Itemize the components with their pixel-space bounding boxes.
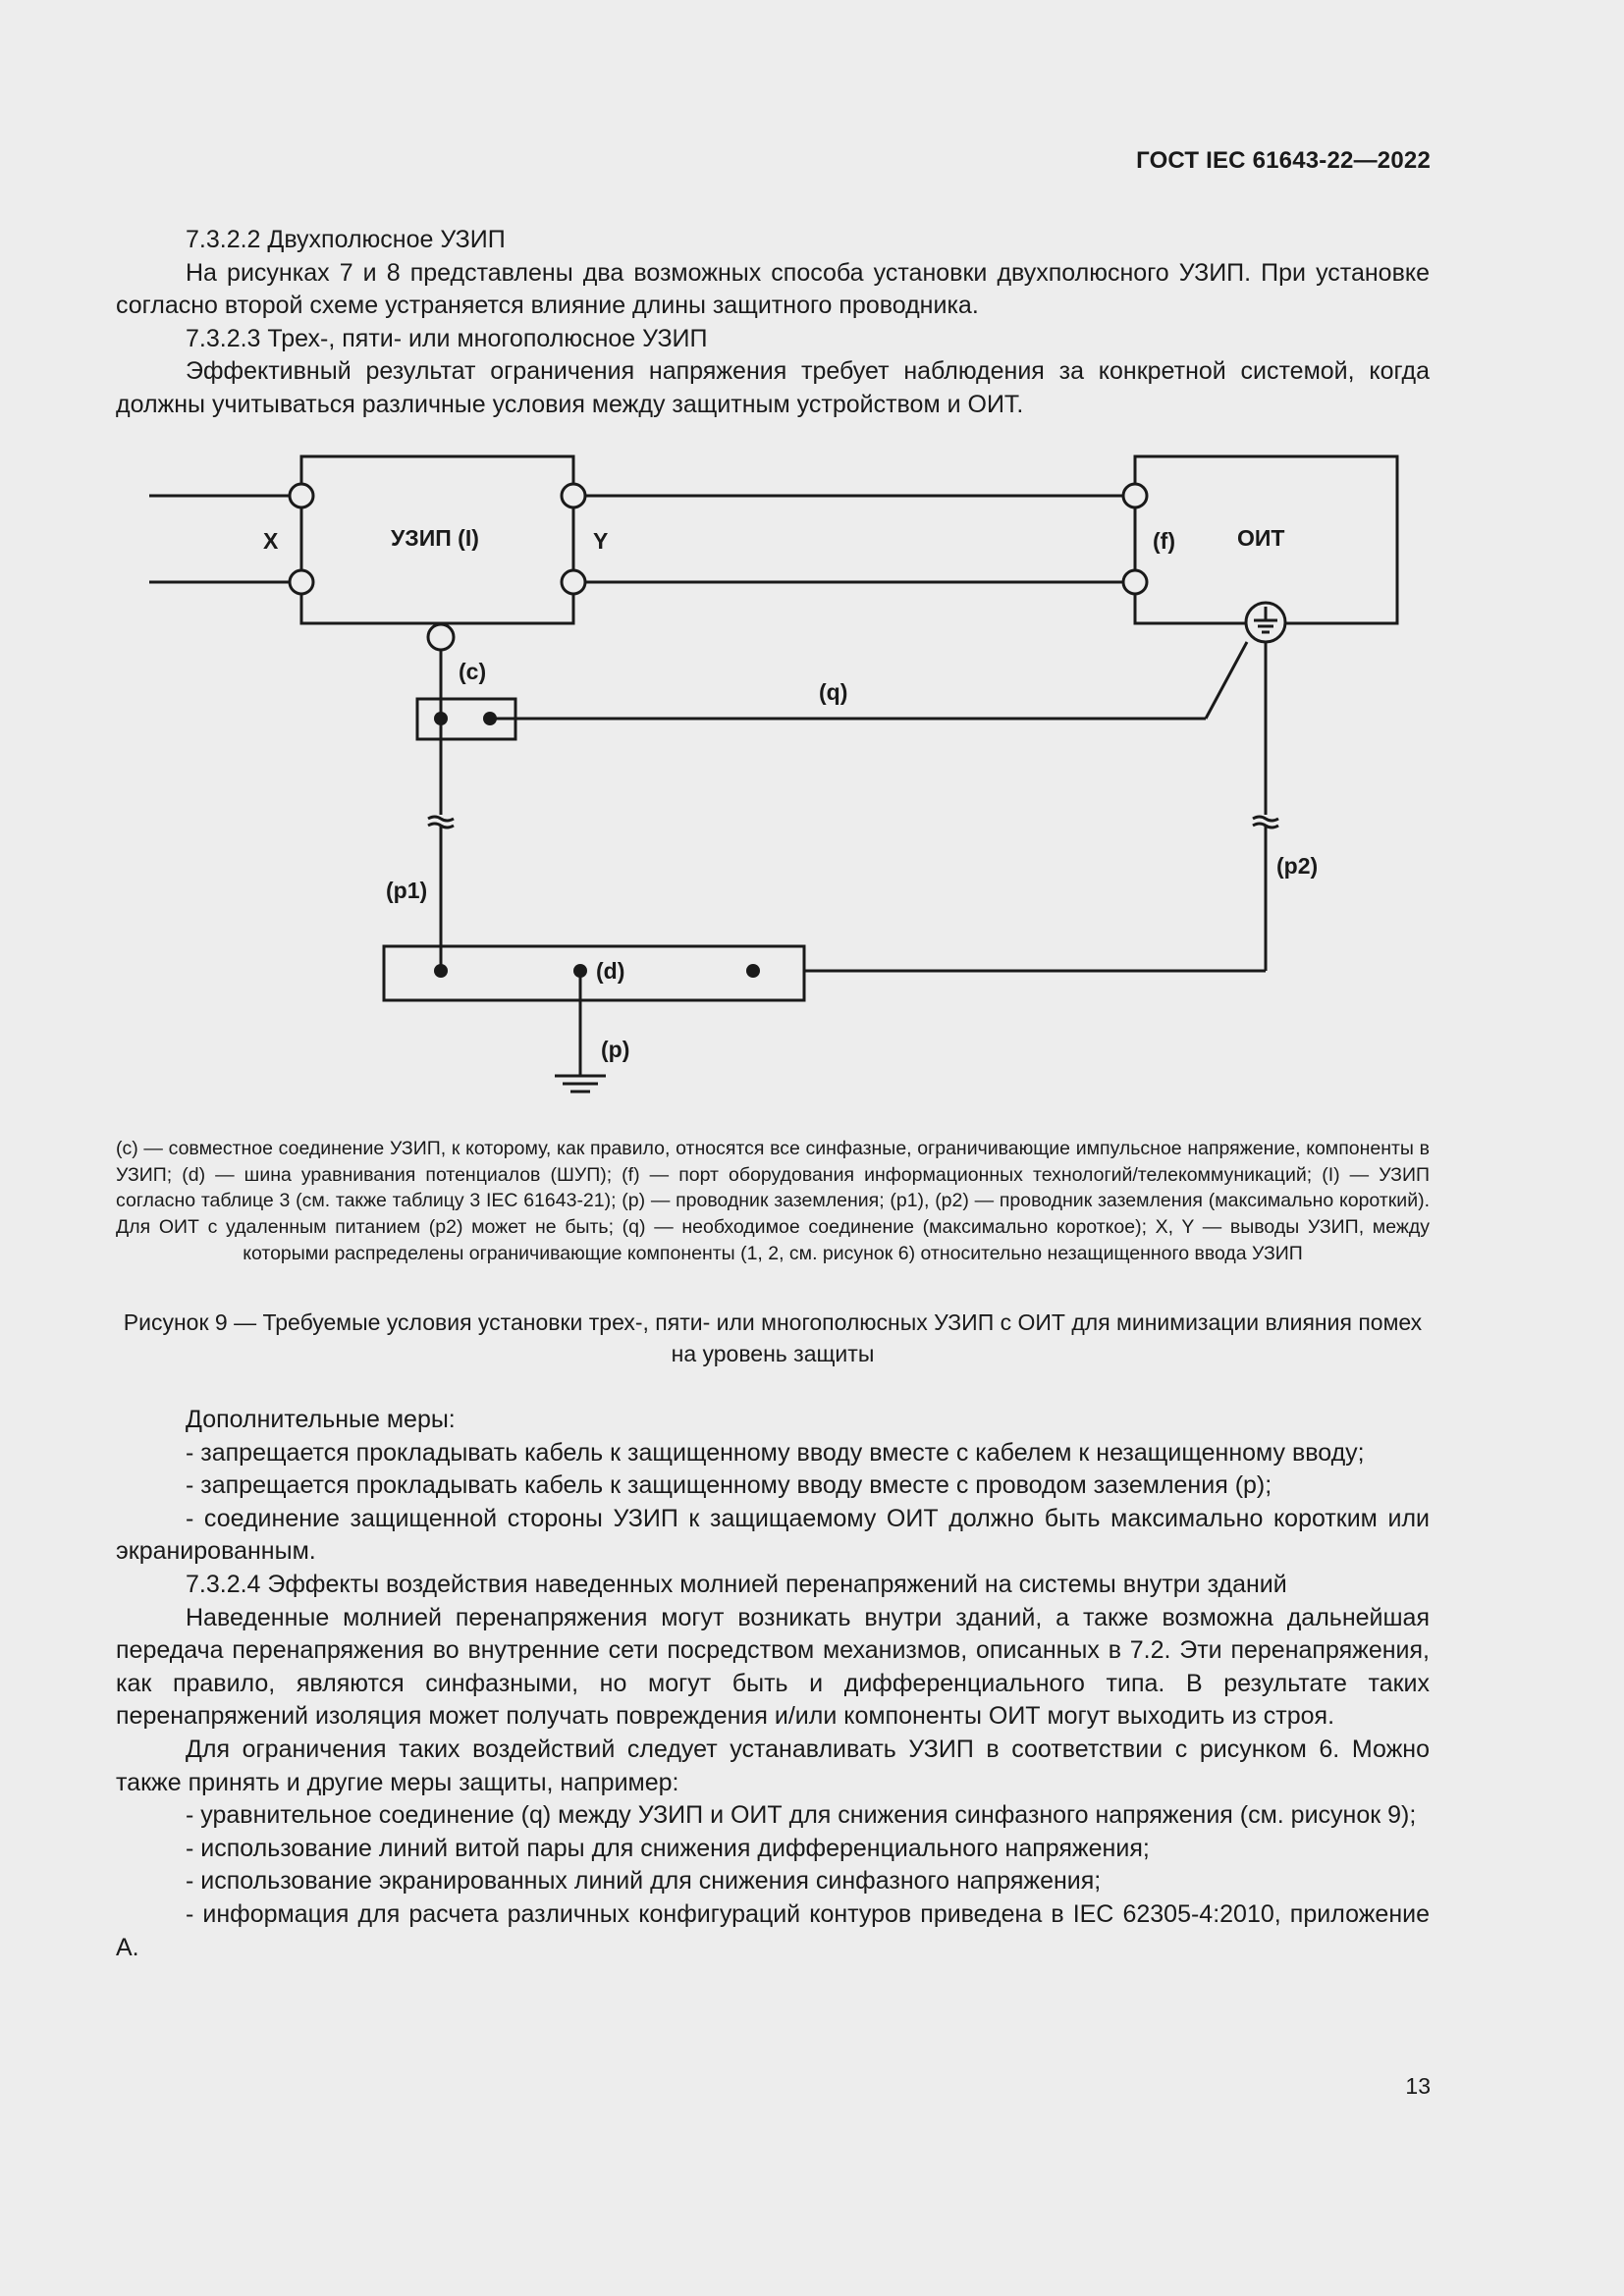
heading-7-3-2-3: 7.3.2.3 Трех-, пяти- или многополюсное УЗИП [186,324,708,352]
list-item: - соединение защищенной стороны УЗИП к защищаемому ОИТ должно быть максимально коротким или экранированным. [116,1504,1430,1566]
figure-9-diagram [137,442,1414,1109]
label-equipment: ОИТ [1237,525,1285,551]
list-item: - уравнительное соединение (q) между УЗИП и ОИТ для снижения синфазного напряжения (см. рисунок 9); [186,1801,1417,1830]
label-y: Y [593,528,609,554]
paragraph: Наведенные молнией перенапряжения могут возникать внутри зданий, а также возможна дальнейшая передача перенапряжения во внутренние сети посредством механизмов, описанных в 7.2. Эти перенапряжения, как правило, являются синфазными, но могут быть и дифференциального типа. В результате таких перенапряжений изоляция может получать повреждения и/или компоненты ОИТ могут выходить из строя. [116,1603,1430,1731]
label-c: (c) [459,659,487,684]
label-x: X [263,528,279,554]
text-block-top [116,224,1430,422]
figure-legend: (c) — совместное соединение УЗИП, к которому, как правило, относятся все синфазные, ограничивающие импульсное напряжение, компоненты в УЗИП; (d) — шина уравнивания потенциалов (ШУП); (f) — порт оборудования информационных технологий/телекоммуникаций; (I) — УЗИП согласно таблице 3 (см. также таблицу 3 IEC 61643-21); (p) — проводник заземления; (p1), (p2) — проводник заземления (максимально короткий). Для ОИТ с удаленным питанием (p2) может не быть; (q) — необходимое соединение (максимально короткое); X, Y — выводы УЗИП, между которыми распределены ограничивающие компоненты (1, 2, см. рисунок 6) относительно незащищенного ввода УЗИП [116,1138,1430,1264]
paragraph: Дополнительные меры: [186,1406,456,1433]
standard-header: ГОСТ IEC 61643-22—2022 [1136,147,1431,174]
list-item: - запрещается прокладывать кабель к защищенному вводу вместе с кабелем к незащищенному вводу; [186,1438,1365,1467]
page-number: 13 [1405,2073,1431,2099]
label-spd: УЗИП (I) [391,525,479,551]
label-p1: (p1) [386,878,428,903]
label-d: (d) [596,958,625,984]
paragraph: На рисунках 7 и 8 представлены два возможных способа установки двухполюсного УЗИП. При установке согласно второй схеме устраняется влияние длины защитного проводника. [116,258,1430,320]
list-item: - запрещается прокладывать кабель к защищенному вводу вместе с проводом заземления (p); [186,1471,1272,1500]
heading-7-3-2-2: 7.3.2.2 Двухполюсное УЗИП [186,226,506,253]
list-item: - информация для расчета различных конфигураций контуров приведена в IEC 62305-4:2010, приложение А. [116,1899,1430,1961]
paragraph: Для ограничения таких воздействий следует устанавливать УЗИП в соответствии с рисунком 6. Можно также принять и другие меры защиты, например: [116,1735,1430,1796]
label-p: (p) [601,1037,630,1062]
heading-7-3-2-4: 7.3.2.4 Эффекты воздействия наведенных молнией перенапряжений на системы внутри зданий [186,1570,1287,1598]
paragraph: Эффективный результат ограничения напряжения требует наблюдения за конкретной системой, когда должны учитываться различные условия между защитным устройством и ОИТ. [116,357,1430,418]
list-item: - использование экранированных линий для снижения синфазного напряжения; [186,1867,1102,1896]
figure-caption: Рисунок 9 — Требуемые условия установки трех-, пяти- или многополюсных УЗИП с ОИТ для минимизации влияния помех на уровень защиты [123,1309,1423,1366]
label-p2: (p2) [1276,853,1319,879]
label-q: (q) [819,679,848,705]
label-f: (f) [1153,528,1175,554]
text-block-bottom [116,1404,1430,1964]
list-item: - использование линий витой пары для снижения дифференциального напряжения; [186,1834,1150,1862]
